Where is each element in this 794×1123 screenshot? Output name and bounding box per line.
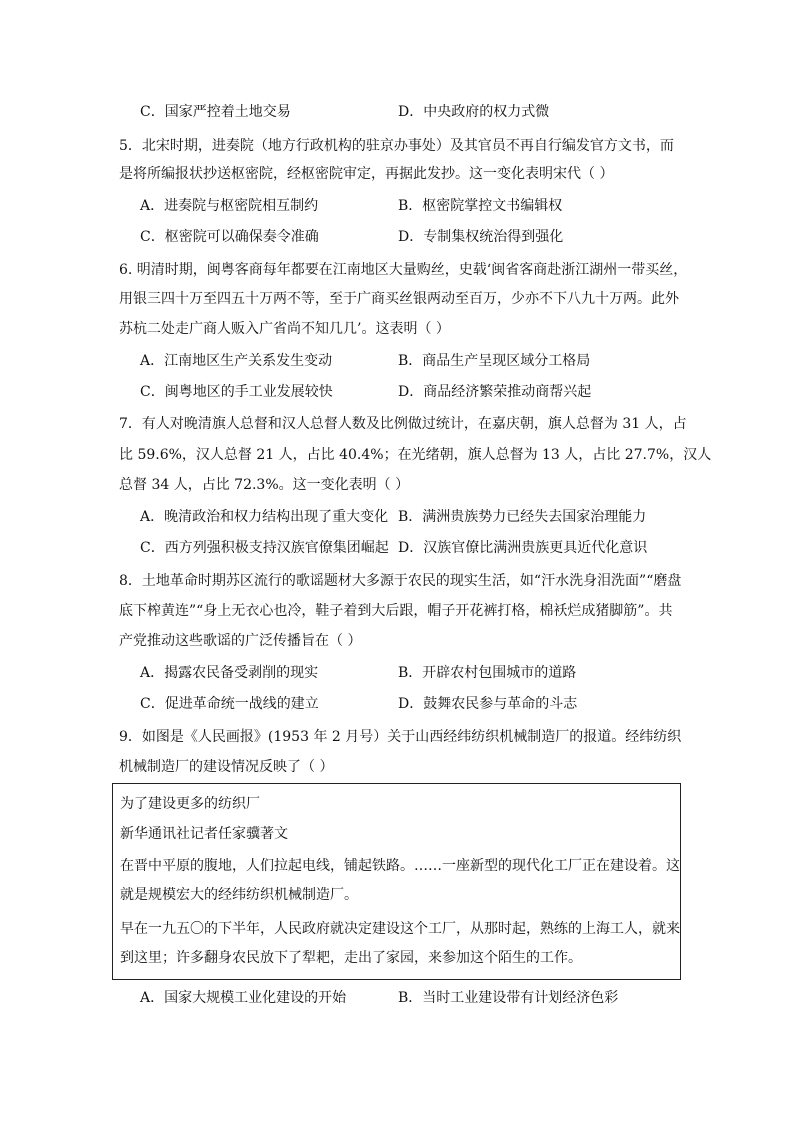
q7-option-a[interactable]: A．晚清政治和权力结构出现了重大变化 [140, 509, 389, 525]
q7-stem-line-2: 比 59.6%，汉人总督 21 人，占比 40.4%；在光绪朝，旗人总督为 13 人，占比 27.7%，汉人 [119, 447, 712, 463]
q9-stem-line-1: 9．如图是《人民画报》(1953 年 2 月号）关于山西经纬纺织机械制造厂的报道。经纬纺织 [119, 729, 682, 745]
q9-box-paragraph-1-line-2: 就是规模宏大的经纬纺织机械制造厂。 [120, 887, 358, 903]
q6-option-c[interactable]: C．闽粤地区的手工业发展较快 [140, 384, 333, 400]
q8-option-d[interactable]: D．鼓舞农民参与革命的斗志 [398, 696, 578, 712]
q8-option-c[interactable]: C．促进革命统一战线的建立 [140, 696, 319, 712]
q9-option-a[interactable]: A．国家大规模工业化建设的开始 [140, 990, 347, 1006]
q9-source-material-box [112, 783, 681, 980]
q6-stem-line-2: 用银三四十万至四五十万两不等，至于广商买丝银两动至百万，少亦不下八九十万两。此外 [119, 291, 679, 307]
q5-option-c[interactable]: C．枢密院可以确保奏令准确 [140, 229, 319, 245]
q7-stem-line-3: 总督 34 人，占比 72.3%。这一变化表明（ ） [119, 477, 410, 493]
q5-option-d[interactable]: D．专制集权统治得到强化 [398, 229, 564, 245]
q4-option-c[interactable]: C．国家严控着土地交易 [140, 104, 291, 120]
q6-stem-line-3: 苏杭二处走广商人贩入广省尚不知几几’。这表明（ ） [119, 321, 450, 337]
q8-option-b[interactable]: B．开辟农村包围城市的道路 [398, 665, 577, 681]
q9-box-paragraph-2-line-1: 早在一九五〇的下半年，人民政府就决定建设这个工厂，从那时起，熟练的上海工人，就来 [120, 921, 680, 937]
q8-option-a[interactable]: A．揭露农民备受剥削的现实 [140, 665, 319, 681]
q8-stem-line-1: 8．土地革命时期苏区流行的歌谣题材大多源于农民的现实生活，如“汗水洗身泪洗面”“磨盘 [119, 573, 682, 589]
q5-option-a[interactable]: A．进奏院与枢密院相互制约 [140, 198, 319, 214]
q8-stem-line-2: 底下榨黄连”“身上无衣心也冷，鞋子着到大后跟，帽子开花裤打格，棉袄烂成猪脚筋”。共 [119, 603, 673, 619]
q6-stem-line-1: 6. 明清时期，闽粤客商每年都要在江南地区大量购丝，史载‘闽省客商赴浙江湖州一带买丝， [119, 262, 688, 278]
q6-option-a[interactable]: A．江南地区生产关系发生变动 [140, 353, 333, 369]
q6-option-d[interactable]: D．商品经济繁荣推动商帮兴起 [398, 384, 592, 400]
q9-stem-line-2: 机械制造厂的建设情况反映了（ ） [119, 759, 334, 775]
q7-option-c[interactable]: C．西方列强积极支持汉族官僚集团崛起 [140, 540, 389, 556]
q5-stem-line-2: 是将所编报状抄送枢密院，经枢密院审定，再据此发抄。这一变化表明宋代（ ） [119, 166, 614, 182]
q7-option-d[interactable]: D．汉族官僚比满洲贵族更具近代化意识 [398, 540, 648, 556]
q7-option-b[interactable]: B．满洲贵族势力已经失去国家治理能力 [398, 509, 647, 525]
q9-box-paragraph-1-line-1: 在晋中平原的腹地，人们拉起电线，铺起铁路。……一座新型的现代化工厂正在建设着。这 [120, 858, 680, 874]
q8-stem-line-3: 产党推动这些歌谣的广泛传播旨在（ ） [119, 633, 362, 649]
q7-stem-line-1: 7．有人对晚清旗人总督和汉人总督人数及比例做过统计，在嘉庆朝，旗人总督为 31 人，占 [119, 416, 687, 432]
q5-option-b[interactable]: B．枢密院掌控文书编辑权 [398, 198, 563, 214]
q9-box-title: 为了建设更多的纺织厂 [120, 796, 260, 812]
q4-option-d[interactable]: D．中央政府的权力式微 [398, 104, 550, 120]
q9-box-author: 新华通讯社记者任家骥著文 [120, 826, 288, 842]
q9-option-b[interactable]: B．当时工业建设带有计划经济色彩 [398, 990, 619, 1006]
q6-option-b[interactable]: B．商品生产呈现区域分工格局 [398, 353, 591, 369]
q5-stem-line-1: 5．北宋时期，进奏院（地方行政机构的驻京办事处）及其官员不再自行编发官方文书，而 [119, 138, 674, 154]
q9-box-paragraph-2-line-2: 到这里；许多翻身农民放下了犁耙，走出了家园，来参加这个陌生的工作。 [120, 950, 582, 966]
